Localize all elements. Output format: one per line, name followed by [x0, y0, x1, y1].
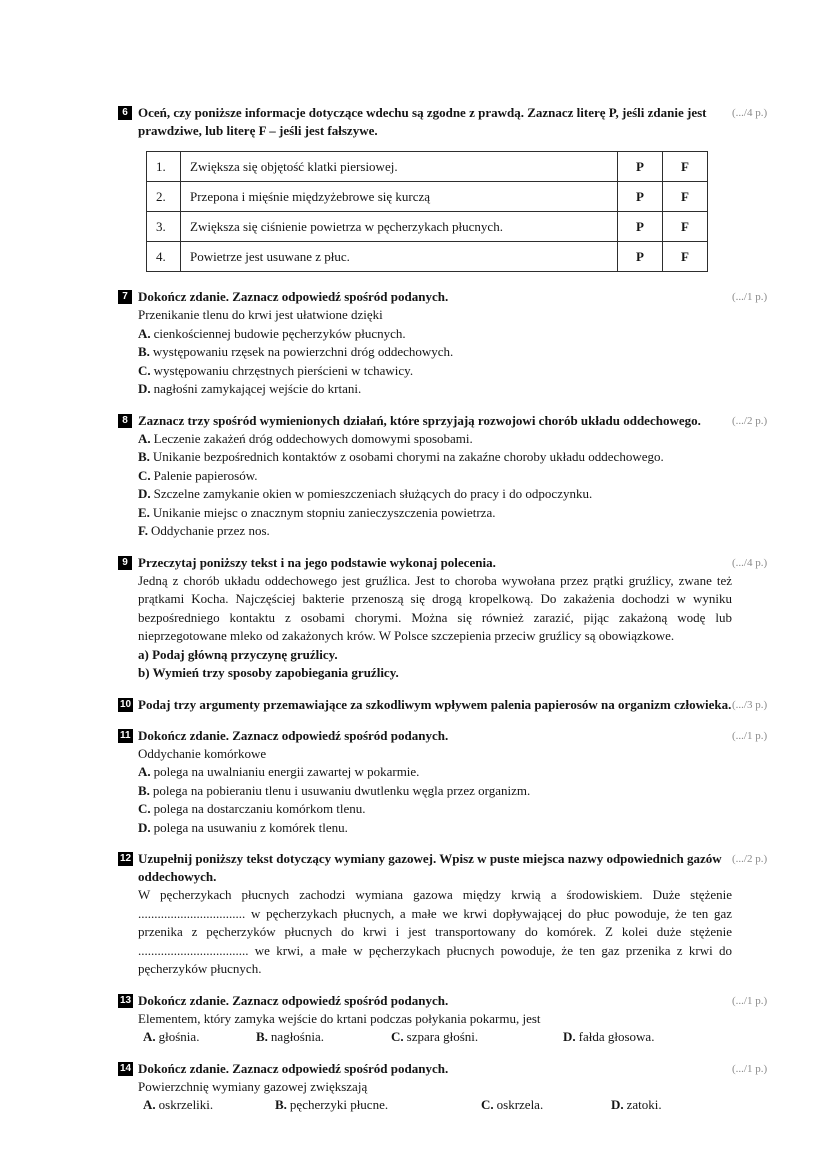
- answer-option: [138, 819, 732, 838]
- row-number: 2.: [147, 182, 181, 212]
- subtask-a: a) Podaj główną przyczynę gruźlicy.: [138, 646, 338, 662]
- question-points: (.../2 p.): [732, 414, 768, 427]
- option-text: zatoki.: [626, 1097, 662, 1112]
- option-text: Szczelne zamykanie okien w pomieszczeniach służących do pracy i do odpoczynku.: [153, 486, 593, 501]
- option-letter: C.: [138, 801, 151, 816]
- option-letter: A.: [143, 1029, 156, 1044]
- answer-option: [611, 1096, 662, 1115]
- option-text: polega na usuwaniu z komórek tlenu.: [153, 819, 348, 835]
- option-letter: A.: [138, 325, 151, 341]
- inline-options-row: [138, 1028, 732, 1047]
- fill-in-text: W pęcherzykach płucnych zachodzi wymiana gazowa między krwią a środowiskiem. Duże stężenie ................................. w pęcherzykach płucnych, a małe we krwi dopływającej do płuc powoduje, że ten gaz przenika z pęcherzyków płucnych do krwi i jest transportowany do komórek. Z kolei duże stężenie .................................. we krwi, a małe w pęcherzykach płucnych powoduje, że ten gaz przenika z krwi do pęcherzyków płucnych.: [138, 887, 732, 976]
- option-text: oskrzela.: [496, 1097, 544, 1112]
- question-prompt: Dokończ zdanie. Zaznacz odpowiedź spośród podanych.: [138, 727, 449, 743]
- option-text: Unikanie bezpośrednich kontaktów z osobami chorymi na zakaźne choroby układu oddechowego.: [152, 449, 664, 464]
- table-row: [147, 212, 708, 242]
- option-letter: A.: [143, 1097, 156, 1112]
- question-lead: Elementem, który zamyka wejście do krtani podczas połykania pokarmu, jest: [138, 1010, 541, 1026]
- question-10: [118, 696, 794, 714]
- answer-option: [138, 467, 732, 486]
- answer-option: [138, 504, 732, 523]
- option-text: oskrzeliki.: [158, 1097, 214, 1112]
- option-letter: C.: [391, 1029, 404, 1044]
- option-letter: A.: [138, 430, 151, 446]
- answer-option: [138, 800, 732, 819]
- question-prompt: Uzupełnij poniższy tekst dotyczący wymiany gazowej. Wpisz w puste miejsca nazwy odpowiednich gazów oddechowych.: [138, 851, 722, 884]
- question-prompt: Oceń, czy poniższe informacje dotyczące wdechu są zgodne z prawdą. Zaznacz literę P, jeśli zdanie jest prawdziwe, lub literę F – jeśli jest fałszywe.: [138, 105, 707, 138]
- answer-option: [138, 763, 732, 782]
- option-letter: C.: [138, 362, 151, 378]
- question-lead: Oddychanie komórkowe: [138, 745, 267, 761]
- question-lead: Powierzchnię wymiany gazowej zwiększają: [138, 1078, 368, 1094]
- question-prompt: Podaj trzy argumenty przemawiające za szkodliwym wpływem palenia papierosów na organizm człowieka.: [138, 696, 732, 712]
- option-letter: D.: [611, 1097, 624, 1112]
- option-text: polega na dostarczaniu komórkom tlenu.: [153, 801, 366, 816]
- option-text: polega na pobieraniu tlenu i usuwaniu dwutlenku węgla przez organizm.: [152, 782, 531, 798]
- option-letter: C.: [138, 467, 151, 483]
- question-number-badge: 8: [118, 414, 132, 428]
- option-text: Oddychanie przez nos.: [151, 523, 270, 538]
- answer-option: [391, 1028, 563, 1047]
- question-number-badge: 14: [120, 1062, 132, 1074]
- row-number: 4.: [147, 242, 181, 272]
- question-number-badge: 9: [118, 556, 132, 570]
- table-row: [147, 242, 708, 272]
- false-choice: F: [663, 182, 708, 212]
- option-letter: B.: [138, 782, 150, 798]
- question-number-badge: 6: [118, 106, 132, 120]
- question-prompt: Dokończ zdanie. Zaznacz odpowiedź spośród podanych.: [138, 992, 449, 1008]
- option-letter: D.: [138, 819, 151, 835]
- option-letter: A.: [138, 764, 151, 779]
- question-9: [118, 554, 794, 683]
- option-letter: B.: [138, 344, 150, 359]
- option-letter: B.: [275, 1097, 287, 1112]
- question-11: [118, 727, 794, 838]
- question-points: (.../1 p.): [732, 291, 768, 303]
- question-points: (.../1 p.): [732, 1062, 768, 1075]
- answer-option: [138, 522, 732, 541]
- option-text: polega na uwalnianiu energii zawartej w pokarmie.: [153, 764, 420, 779]
- option-text: Unikanie miejsc o znacznym stopniu zanieczyszczenia powietrza.: [152, 504, 496, 520]
- option-letter: D.: [563, 1029, 576, 1044]
- answer-option: [563, 1028, 654, 1047]
- question-points: (.../1 p.): [732, 994, 768, 1007]
- question-number-badge: 10: [120, 698, 132, 710]
- answer-option: [138, 325, 732, 344]
- question-number-badge: 7: [118, 290, 132, 304]
- answer-option: [481, 1096, 611, 1115]
- subtask-b: b) Wymień trzy sposoby zapobiegania gruźlicy.: [138, 665, 399, 680]
- option-text: szpara głośni.: [406, 1029, 479, 1044]
- answer-option: [275, 1096, 481, 1115]
- row-number: 3.: [147, 212, 181, 242]
- question-number-badge: 12: [120, 853, 132, 864]
- true-choice: P: [618, 152, 663, 182]
- option-text: pęcherzyki płucne.: [289, 1097, 389, 1112]
- option-text: głośnia.: [158, 1029, 200, 1044]
- row-statement: Przepona i mięśnie międzyżebrowe się kurczą: [181, 182, 618, 212]
- option-text: nagłośnia.: [270, 1029, 324, 1044]
- option-text: Leczenie zakażeń dróg oddechowych domowymi sposobami.: [153, 430, 473, 446]
- row-statement: Zwiększa się ciśnienie powietrza w pęcherzykach płucnych.: [181, 212, 618, 242]
- true-choice: P: [618, 182, 663, 212]
- table-row: [147, 182, 708, 212]
- false-choice: F: [663, 152, 708, 182]
- option-letter: F.: [138, 523, 148, 538]
- option-text: występowaniu rzęsek na powierzchni dróg oddechowych.: [152, 344, 454, 359]
- option-letter: E.: [138, 504, 150, 520]
- question-14: [118, 1060, 794, 1115]
- answer-option: [143, 1028, 256, 1047]
- question-6: [118, 104, 794, 275]
- option-letter: B.: [138, 449, 150, 464]
- false-choice: F: [663, 212, 708, 242]
- option-letter: C.: [481, 1097, 494, 1112]
- answer-option: [138, 362, 732, 381]
- question-points: (.../2 p.): [732, 853, 768, 865]
- option-text: Palenie papierosów.: [153, 467, 258, 483]
- question-prompt: Zaznacz trzy spośród wymienionych działań, które sprzyjają rozwojowi chorób układu oddechowego.: [138, 412, 701, 428]
- question-lead: Przenikanie tlenu do krwi jest ułatwione dzięki: [138, 307, 383, 322]
- question-12: [118, 850, 794, 979]
- inline-options-row: [138, 1096, 732, 1115]
- option-letter: B.: [256, 1029, 268, 1044]
- question-points: (.../4 p.): [732, 556, 768, 569]
- answer-option: [138, 782, 732, 801]
- table-row: [147, 152, 708, 182]
- row-statement: Zwiększa się objętość klatki piersiowej.: [181, 152, 618, 182]
- question-points: (.../3 p.): [732, 698, 768, 711]
- true-false-table: [146, 151, 708, 272]
- option-text: nagłośni zamykającej wejście do krtani.: [153, 381, 362, 396]
- option-letter: D.: [138, 486, 151, 501]
- row-number: 1.: [147, 152, 181, 182]
- question-number-badge: 13: [120, 994, 132, 1006]
- question-7: [118, 288, 794, 399]
- false-choice: F: [663, 242, 708, 272]
- question-13: [118, 992, 794, 1047]
- row-statement: Powietrze jest usuwane z płuc.: [181, 242, 618, 272]
- answer-option: [143, 1096, 275, 1115]
- true-choice: P: [618, 242, 663, 272]
- question-points: (.../1 p.): [732, 729, 768, 742]
- true-choice: P: [618, 212, 663, 242]
- question-prompt: Przeczytaj poniższy tekst i na jego podstawie wykonaj polecenia.: [138, 554, 496, 570]
- reading-passage: Jedną z chorób układu oddechowego jest gruźlica. Jest to choroba wywołana przez prątki gruźlicy, zwane też prątkami Kocha. Najczęściej bakterie przenoszą się drogą kropelkową. Do zakażenia dochodzi w wyniku bezpośredniego kontaktu z osobami chorymi. Można się również zarazić, pijąc zakażoną wodę lub nieprzegotowane mleko od zakażonych krów. W Polsce szczepienia przeciw gruźlicy są obowiązkowe.: [138, 572, 732, 643]
- option-text: występowaniu chrzęstnych pierścieni w tchawicy.: [153, 362, 414, 378]
- answer-option: [138, 430, 732, 449]
- question-prompt: Dokończ zdanie. Zaznacz odpowiedź spośród podanych.: [138, 1060, 449, 1076]
- question-points: (.../4 p.): [732, 107, 768, 119]
- option-text: cienkościennej budowie pęcherzyków płucnych.: [153, 325, 406, 341]
- question-prompt: Dokończ zdanie. Zaznacz odpowiedź spośród podanych.: [138, 289, 449, 304]
- answer-option: [138, 343, 732, 362]
- question-8: [118, 412, 794, 541]
- answer-option: [138, 448, 732, 467]
- question-number-badge: 11: [120, 729, 131, 741]
- option-letter: D.: [138, 381, 151, 396]
- answer-option: [256, 1028, 391, 1047]
- answer-option: [138, 380, 732, 399]
- answer-option: [138, 485, 732, 504]
- option-text: fałda głosowa.: [578, 1029, 655, 1044]
